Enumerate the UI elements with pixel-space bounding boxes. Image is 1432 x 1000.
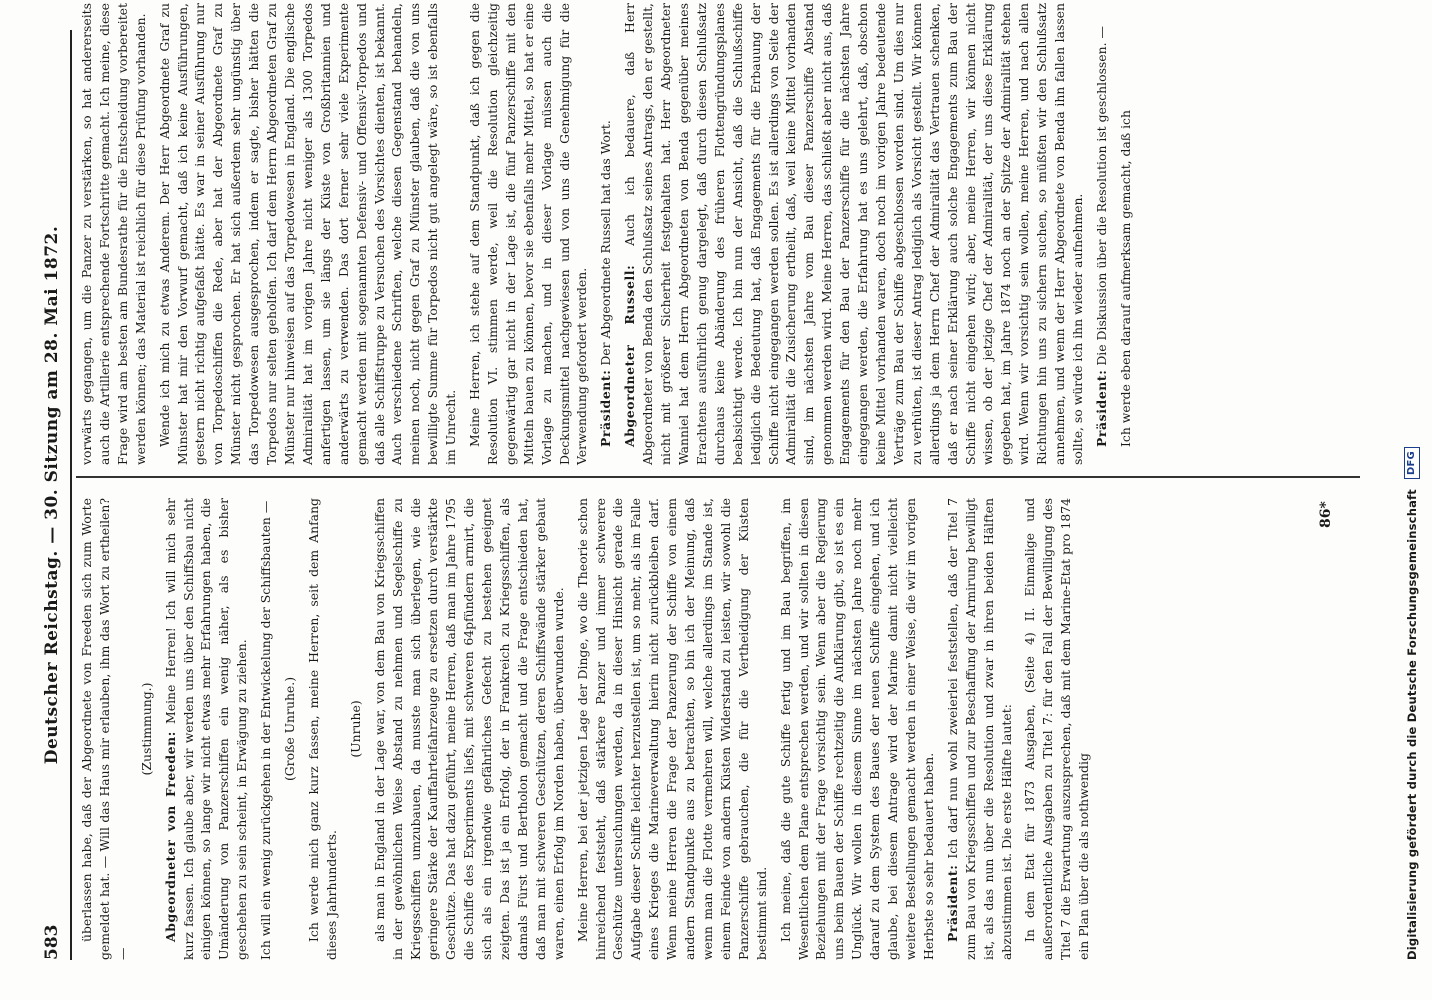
- header-title: Deutscher Reichstag. — 30. Sitzung am 28. Mai 1872.: [42, 225, 62, 765]
- speaker-name: Präsident:: [598, 369, 614, 447]
- signature-mark: 86*: [1318, 501, 1334, 528]
- header-rule: [70, 30, 72, 960]
- paragraph: Ich meine, daß die gute Schiffe fertig und im Bau begriffen, im Wesentlichen dem Plane entsprechen werden, und wir sollten in diesen Beziehungen mit der Frage vorsichtig sein. Wenn aber die Regierung uns beim Bauen der Schiffe rechtzeitig die Aufklärung gibt, so ist es ein Unglück. Wir wollen in diesem Sinne im nächsten Jahre noch mehr darauf zu dem System des Baues der neuen Schiffe eingehen, und ich glaube, bei diesem Antrage wird der Marine damit nicht vielleicht weitere Bestellungen gemacht werden in einer Weise, die wir im vorigen Herbste so sehr bedauert haben.: [777, 498, 936, 960]
- paragraph: Ich werde mich ganz kurz fassen, meine Herren, seit dem Anfang dieses Jahrhunderts.: [305, 498, 339, 960]
- digitization-note: Digitalisierung gefördert durch die Deutsche Forschungsgemeinschaft: [1405, 489, 1419, 960]
- paragraph: überlassen habe, daß der Abgeordnete von Freeden sich zum Worte gemeldet hat. — Will das Haus mir erlauben, ihm das Wort zu ertheilen? —: [79, 498, 130, 960]
- page-number: 583: [42, 924, 62, 960]
- speech-text: Meine Herren! Ich will mich sehr kurz fassen. Ich glaube aber, wir werden uns über den Schiffsbau nicht einigen können, so lange wir nicht etwas mehr Erfahrungen haben, die Umänderung von Panzerschiffen ein wenig näher, als es bisher geschehen zu sein scheint, in Erwägung zu ziehen.: [162, 498, 250, 960]
- speech-paragraph: [621, 3, 1087, 465]
- speaker-name: Abgeordneter von Freeden:: [162, 731, 178, 942]
- paragraph: Meine Herren, ich stehe auf dem Standpunkt, daß ich gegen die Resolution VI. stimmen werde, weil die Resolution gleichzeitig gegenwärtig gar nicht in der Lage ist, die fünf Panzerschiffe mit den Mitteln bauen zu können, bevor sie ebenfalls mehr Mittel, so hat er eine Vorlage zu machen, und in dieser Vorlage müssen auch die Deckungsmittel nachgewiesen und von uns die Genehmigung für die Verwendung gefordert werden.: [467, 3, 590, 465]
- speech-text: Ich darf nun wohl zweierlei feststellen, daß der Titel 7 zum Bau von Kriegsschiffen und zur Beschaffung der Armirung bewilligt ist, als das nun über die Resolution und zwar in ihren beiden Hälften abzustimmen ist. Die erste Hälfte lautet:: [944, 498, 1014, 960]
- paragraph: als man in England in der Lage war, von dem Bau von Kriegsschiffen in der gewöhnlichen Weise Abstand zu nehmen und Segelschiffe zu Kriegsschiffen umzubauen, da musste man sich überlegen, wie die geringere Stärke der Kauffahrteifahrzeuge zu ersetzen durch verstärkte Geschütze. Das hat dazu geführt, meine Herren, daß man im Jahre 1795 die Schiffe des Experiments liefs, mit schweren 64pfündern armirt, die sich als ein irgendwie gefährliches Gefecht zu bestehen geeignet zeigten. Das ist ja ein Erfolg, der in Frankreich zu Kriegsschiffen, als damals Fürst und Bertholon gemacht und die Frage entschieden hat, daß man mit schweren Geschützen, deren Schiffswände stärker gebaut waren, einen Erfolg im Norden haben, überwunden wurde.: [371, 498, 566, 960]
- column-divider: [76, 476, 1360, 478]
- left-column: [78, 498, 1099, 960]
- speech-text: Der Abgeordnete Russell hat das Wort.: [598, 120, 614, 366]
- paragraph: In dem Etat für 1873 Ausgaben, (Seite 4) II. Einmalige und außerordentliche Ausgaben zu Titel 7: für den Fall der Bewilligung des Titel 7 die Erwartung auszusprechen, daß mit dem Marine-Etat pro 1874 ein Plan über die als nothwendig: [1022, 498, 1092, 960]
- speaker-name: Abgeordneter Russell:: [622, 264, 638, 447]
- speech-paragraph: [944, 498, 1016, 960]
- stage-direction: (Große Unruhe.): [282, 676, 298, 782]
- speech-text: Die Diskussion über die Resolution ist geschlossen. —: [1093, 26, 1109, 366]
- speech-paragraph: [597, 3, 615, 465]
- paragraph: Ich will ein wenig zurückgehen in der Entwickelung der Schiffsbauten —: [258, 500, 274, 960]
- dfg-logo: DFG: [1404, 447, 1420, 479]
- right-column: [78, 3, 1141, 465]
- paragraph: Ich werde eben darauf aufmerksam gemacht, daß ich: [1117, 110, 1133, 447]
- speech-paragraph: [1093, 3, 1111, 465]
- speech-paragraph: [162, 498, 252, 960]
- speaker-name: Präsident:: [1093, 369, 1109, 447]
- stage-direction: (Zustimmung.): [138, 682, 154, 776]
- paragraph: vorwärts gegangen, um die Panzer zu verstärken, so hat andererseits auch die Artillerie entsprechende Fortschritte gemacht. Ich meine, diese Frage wird am besten am Bundesrathe für die Entscheidung vorbereitet werden können; das Material ist reichlich für diese Prüfung vorhanden.: [79, 3, 148, 465]
- running-header: [42, 30, 64, 960]
- paragraph: Wende ich mich zu etwas Anderem. Der Herr Abgeordnete Graf zu Münster hat mir den Vorwurf gemacht, daß ich keine Ausführungen, gestern nicht richtig aufgefaßt hätte. Es war in seiner Ausführung nur von Torpedoschiffen die Rede, aber hat der Abgeordnete Graf zu Münster nicht gesprochen. Er hat sich außerdem sehr ungünstig über das Torpedowesen ausgesprochen, indem er sagte, bisher hätten die Torpedos nur selten geholfen. Ich darf dem Herrn Abgeordneten Graf zu Münster nur hinweisen auf das Torpedowesen in England. Die englische Admiralität hat im vorigen Jahre nicht weniger als 1300 Torpedos anfertigen lassen, um sie längs der Küste von Großbritannien und anderwärts zu verwenden. Das dort ferner sehr viele Experimente gemacht werden mit sogenannten Defensiv- und Offensiv-Torpedos und daß alle Schiffstruppe zu Versuchen des Vorsichtes dienten, ist bekannt. Auch verschiedene Schriften, welche diesen Gegenstand behandeln, meinen noch, nicht gegen Graf zu Münster glauben, daß die von uns bewilligte Summe für Torpedos nicht gut angelegt wäre, so ist ebenfalls im Unrecht.: [156, 3, 459, 465]
- stage-direction: (Unruhe): [347, 700, 363, 758]
- paragraph: Meine Herren, bei der jetzigen Lage der Dinge, wo die Theorie schon hinreichend feststeht, daß stärkere Panzer und immer schwerere Geschütze untersuchungen werden, da in dieser Hinsicht gerade die Aufgabe dieser Schiffe leichter herzustellen ist, um so mehr, als im Falle eines Krieges die Marineverwaltung hierin nicht zurückbleiben darf. Wenn meine Herren die Frage der Panzerung der Schiffe von einem andern Standpunkte aus zu betrachten, so bin ich der Meinung, daß wenn man die Flotte vermehren will, welche allerdings im Stande ist, einem Feinde von andern Küsten Widerstand zu leisten, wir sowohl die Panzerschiffe gebrauchen, die für die Vertheidigung der Küsten bestimmt sind.: [574, 498, 769, 960]
- speech-text: Auch ich bedauere, daß Herr Abgeordneter von Benda den Schlußsatz seines Antrags, den er gestellt, nicht mit größerer Sicherheit festgehalten hat. Herr Abgeordneter Wanniel hat dem Herrn Abgeordneten von Benda gegenüber meines Erachtens ausführlich genug dargelegt, daß durch diesen Schlußsatz durchaus keine Abänderung des früheren Flottengründungsplanes beabsichtigt werde. Ich bin nun der Ansicht, daß die Schlußschiffe lediglich die Bedeutung hat, daß Engagements für die Erbauung der Schiffe nicht eingegangen werden sollen. Es ist allerdings von Seite der Admiralität die Zusicherung ertheilt, daß, weil keine Mittel vorhanden sind, im nächsten Jahre vom Bau dieser Panzerschiffe Abstand genommen werden wird. Meine Herren, das schließt aber nicht aus, daß Engagements für den Bau der Panzerschiffe für die nächsten Jahre eingegangen werden, die Erfahrung hat es uns gelehrt, daß, obschon keine Mittel vorhanden waren, doch noch im vorigen Jahre bedeutende Verträge zum Bau der Schiffe abgeschlossen worden sind. Um dies nur zu verhüten, ist dieser Antrag lediglich als Vorsicht gestellt. Wir können allerdings ja dem Herrn Chef der Admiralität das Vertrauen schenken, daß er nach seiner Erklärung auch solche Engagements zum Bau der Schiffe nicht eingehen wird; aber, meine Herren, wir können nicht wissen, ob der jetzige Chef der Admiralität, der uns diese Erklärung gegeben hat, im Jahre 1874 noch an der Spitze der Admiralität stehen wird. Wenn wir vorsichtig sein wollen, meine Herren, und nach allen Richtungen hin uns zu sichern suchen, so müßten wir den Schlußsatz annehmen, und wenn der Herr Abgeordnete von Benda ihn fallen lassen sollte, so würde ich ihn wieder aufnehmen.: [622, 3, 1085, 465]
- speaker-name: Präsident:: [944, 864, 960, 942]
- digitization-note-bar: [1404, 30, 1420, 960]
